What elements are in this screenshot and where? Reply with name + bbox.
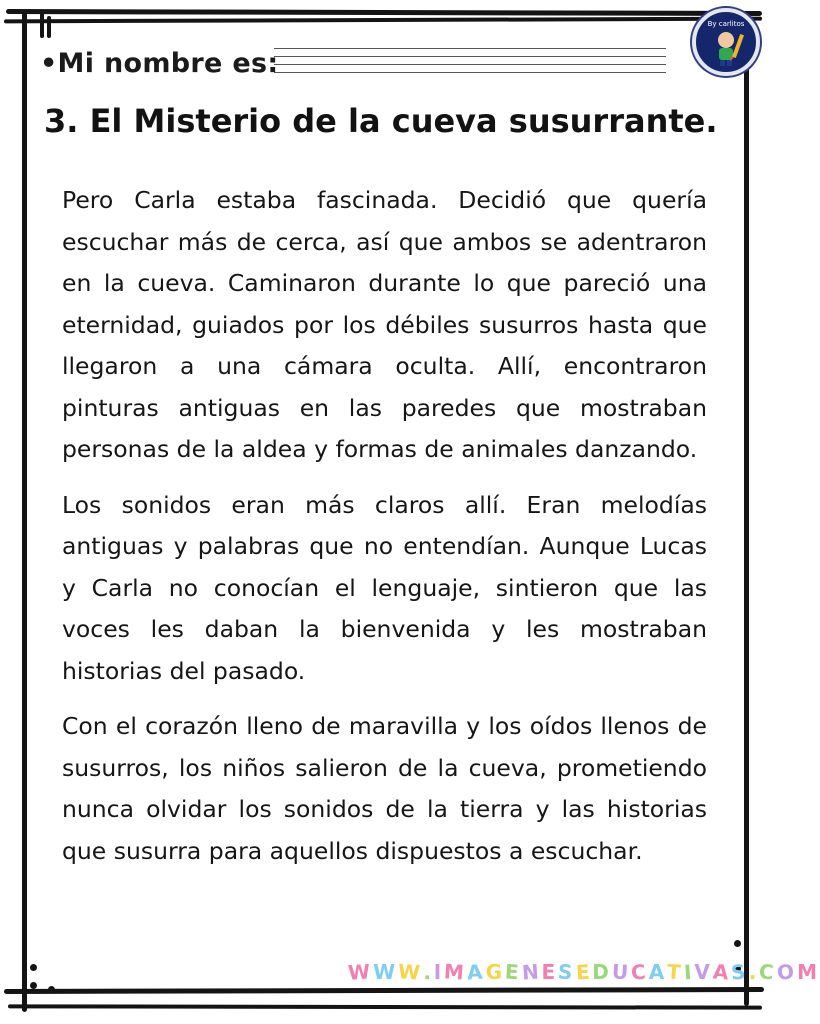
site-watermark (348, 960, 820, 984)
watermark-letter: I (433, 960, 445, 984)
frame-dot (30, 982, 37, 989)
watermark-letter: U (611, 959, 632, 985)
frame-right-line (744, 16, 749, 1006)
watermark-letter: S (730, 959, 750, 985)
watermark-letter: A (648, 960, 668, 984)
watermark-letter: W (347, 959, 374, 985)
frame-corner-tick-2 (47, 16, 51, 38)
watermark-letter: W (373, 960, 399, 984)
author-logo (692, 8, 760, 76)
page-title: 3. El Misterio de la cueva susurrante. (44, 102, 718, 140)
watermark-letter: . (422, 959, 435, 985)
watermark-letter: A (712, 959, 733, 985)
frame-left-line (22, 12, 27, 1012)
story-paragraph-2: Los sonidos eran más claros allí. Eran melodías antiguas y palabras que no entendían. Aunque Lucas y Carla no conocían el lenguaje, sintieron que las voces les daban la bienvenida y les mostraban historias del pasado. (62, 490, 707, 685)
watermark-letter: O (776, 959, 798, 985)
watermark-letter: M (797, 960, 820, 984)
logo-caption: By carlitos (707, 20, 745, 28)
watermark-letter: C (630, 959, 650, 985)
watermark-letter: E (504, 959, 523, 985)
boy-with-pencil-icon (696, 12, 756, 72)
name-writing-lines[interactable] (274, 48, 666, 80)
watermark-letter: E (541, 960, 559, 984)
story-paragraph-1: Pero Carla estaba fascinada. Decidió que quería escuchar más de cerca, así que ambos se adentraron en la cueva. Caminaron durante lo que pareció una eternidad, guiados por los débiles susurros hasta que llegaron a una cámara oculta. Allí, encontraron pinturas antiguas en las paredes que mostraban personas de la aldea y formas de animales danzando. (62, 186, 707, 463)
watermark-letter: S (557, 959, 577, 985)
watermark-letter: . (748, 960, 760, 984)
watermark-letter: T (666, 959, 685, 985)
watermark-letter: N (520, 959, 543, 985)
frame-dot (734, 940, 741, 947)
watermark-letter: D (592, 960, 612, 984)
story-paragraph-3: Con el corazón lleno de maravilla y los oídos llenos de susurros, los niños salieron de la cueva, prometiendo nunca olvidar los sonidos de la tierra y las historias que susurra para aquellos dispuestos a escuchar. (62, 712, 707, 865)
watermark-letter: G (485, 960, 506, 984)
frame-dot (30, 964, 37, 971)
watermark-letter: C (758, 959, 778, 985)
watermark-letter: W (397, 959, 424, 985)
watermark-letter: E (574, 959, 594, 985)
watermark-letter: V (694, 960, 713, 984)
frame-corner-tick (40, 12, 44, 38)
frame-dot (48, 986, 55, 993)
name-field-row (32, 44, 672, 86)
watermark-letter: I (683, 959, 696, 985)
frame-top-line (6, 9, 762, 16)
watermark-letter: A (466, 959, 487, 985)
watermark-letter: M (443, 959, 468, 985)
story-body (62, 180, 707, 886)
name-label: •Mi nombre es: (40, 48, 279, 79)
frame-bottom-line-2 (8, 1004, 762, 1009)
frame-bottom-line (4, 987, 764, 994)
frame-top-line-2 (4, 17, 762, 24)
